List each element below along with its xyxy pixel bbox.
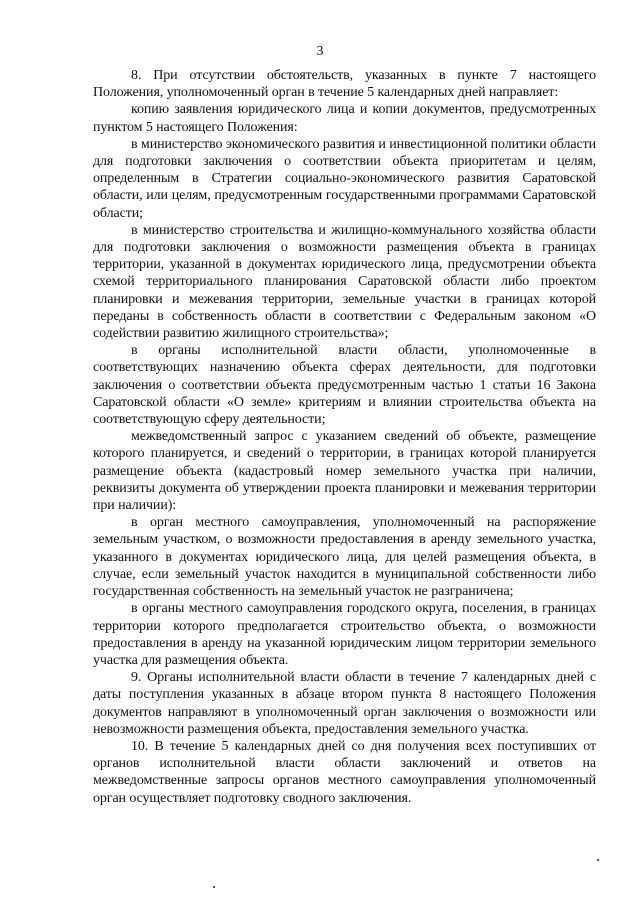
paragraph-10: 10. В течение 5 календарных дней со дня получения всех поступивших от органов исполнительной власти области заключений и ответов на межведомственные запросы органов местного самоуправления уполномоченный орган осуществляет подготовку сводного заключения.: [93, 738, 596, 806]
paragraph-interdepartmental-request: межведомственный запрос с указанием сведений об объекте, размещение которого планируется, и сведений о территории, в границах которой планируется размещение объекта (кадастровый номер земельного участка при наличии, реквизиты документа об утверждении проекта планировки и межевания территории при наличии):: [93, 429, 596, 514]
paragraph-executive-bodies: в органы исполнительной власти области, уполномоченные в соответствующих назначению объекта сферах деятельности, для подготовки заключения о соответствии объекта предусмотренным частью 1 статьи 16 Закона Саратовской области «О земле» критериям и влиянии строительства объекта на соответствующую сферу деятельности;: [93, 343, 596, 428]
paragraph-8-intro: 8. При отсутствии обстоятельств, указанных в пункте 7 настоящего Положения, уполномоченный орган в течение 5 календарных дней направляет:: [93, 68, 596, 101]
paragraph-ministry-construction: в министерство строительства и жилищно-коммунального хозяйства области для подготовки заключения о возможности размещения объекта в границах территории, указанной в документах юридического лица, предусмотрении объекта схемой территориального планирования Саратовской области либо проектом планировки и межевания территории, земельные участки в границах которой переданы в собственность области в соответствии с Федеральным законом «О содействии развитию жилищного строительства»;: [93, 222, 596, 342]
paragraph-local-authorities-district: в органы местного самоуправления городского округа, поселения, в границах территории которого предполагается строительство объекта, о возможности предоставления в аренду на указанной юридическим лицом территории земельного участка для размещения объекта.: [93, 601, 596, 668]
paragraph-copy-of-application: копию заявления юридического лица и копии документов, предусмотренных пунктом 5 настоящего Положения:: [93, 102, 596, 135]
page-number: 3: [316, 44, 324, 59]
scan-speck: [597, 859, 599, 861]
paragraph-local-authority: в орган местного самоуправления, уполномоченный на распоряжение земельным участком, о возможности предоставления в аренду земельного участка, указанного в документах юридического лица, для целей размещения объекта, в случае, если земельный участок находится в муниципальной собственности либо государственная собственность на земельный участок не разграничена;: [93, 515, 596, 600]
scan-speck: [213, 886, 215, 888]
document-body: [93, 67, 596, 807]
paragraph-ministry-economy: в министерство экономического развития и инвестиционной политики области для подготовки заключения о соответствии объекта приоритетам и целям, определенным в Стратегии социально-экономического развития Саратовской области, или целям, предусмотренным государственными программами Саратовской области;: [93, 136, 596, 221]
paragraph-9: 9. Органы исполнительной власти области в течение 7 календарных дней с даты поступления указанных в абзаце втором пункта 8 настоящего Положения документов направляют в уполномоченный орган заключения о возможности или невозможности размещения объекта, предоставления земельного участка.: [93, 670, 596, 737]
